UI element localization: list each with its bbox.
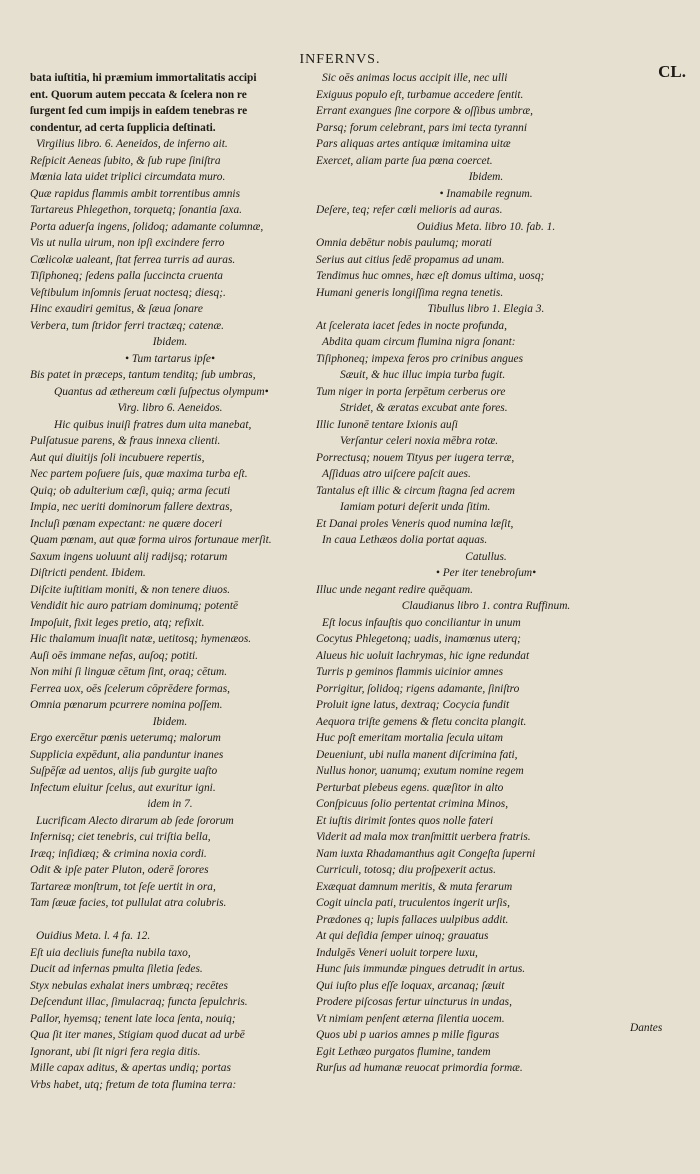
text-line: Odit & ipſe pater Pluton, oderē ſorores — [30, 864, 209, 876]
text-line: Auſi oēs immane nefas, auſoq; potiti. — [30, 649, 198, 662]
text-line: Mille capax aditus, & apertas undiq; portas — [30, 1062, 231, 1074]
text-line: Tiſiphoneq; impexa feros pro crinibus angues — [316, 352, 524, 365]
text-line: Diſcite iuſtitiam moniti, & non tenere diuos. — [30, 583, 231, 596]
text-line: Omnia pœnarum pcurrere nomina poſſem. — [30, 699, 223, 711]
text-line: Proluit igne latus, dextraq; Cocycia fundit — [316, 699, 510, 711]
text-line: Virgilius libro. 6. Aeneidos, de inferno ait. — [36, 138, 228, 150]
text-line: idem in 7. — [147, 798, 193, 810]
text-line: Supplicia expēdunt, alia panduntur inanes — [30, 748, 224, 761]
text-line: Hunc ſuis immundæ pingues detrudit in artus. — [316, 963, 526, 975]
text-line: Cocytus Phlegetonq; uadis, inamœnus uterq; — [316, 633, 521, 645]
text-line: Pallor, hyemsq; tenent late loca ſenta, nouiq; — [30, 1012, 236, 1025]
catchword: Dantes — [630, 1022, 663, 1034]
text-line: • Inamabile regnum. — [439, 187, 533, 200]
text-line: Verbera, tum ſtridor ferri tractæq; catenæ. — [30, 319, 224, 332]
text-line: Rurſus ad humanæ reuocat primordia formæ. — [316, 1062, 523, 1074]
text-line: Nec partem poſuere ſuis, quæ maxima turba eſt. — [30, 468, 248, 480]
text-line: Exercet, aliam parte ſua pœna coercet. — [316, 154, 493, 167]
text-line: Hic quibus inuiſi fratres dum uita manebat, — [54, 418, 252, 431]
text-line: Aequora triſte gemens & fletu concita plangit. — [316, 715, 527, 728]
text-line: Hic thalamum inuaſit natæ, uetitosq; hymenæos. — [30, 633, 252, 645]
text-line: Tiſiphoneq; ſedens palla ſuccincta cruenta — [30, 270, 223, 282]
text-line: Quiq; ob adulterium cæſi, quiq; arma ſecuti — [30, 484, 231, 497]
text-line: Qua ſit iter manes, Stigiam quod ducat ad urbē — [30, 1029, 245, 1041]
text-line: Quam pœnam, aut quæ forma uiros fortunaue merſit. — [30, 534, 272, 546]
text-line: At qui deſidia ſemper uinoq; grauatus — [316, 930, 489, 942]
text-line: Aut qui diuitijs ſoli incubuere repertis, — [30, 451, 205, 464]
text-line: Exiguus populo eſt, turbamue accedere ſentit. — [316, 88, 524, 101]
text-line: Curriculi, totosq; diu proſpexerit actus. — [316, 864, 496, 876]
text-line: Et iuſtis dirimit ſontes quos nolle fateri — [316, 814, 494, 827]
folio-number: CL. — [658, 62, 686, 81]
text-line: Eſt locus infauſtis quo conciliantur in unum — [322, 616, 521, 629]
text-line: Ferrea uox, oēs ſcelerum cōprēdere formas, — [30, 682, 231, 695]
text-line: Tartareæ monſtrum, tot ſeſe uertit in ora, — [30, 880, 216, 893]
text-line: Lucrificam Alecto dirarum ab ſede ſororum — [36, 814, 234, 827]
text-line: • Tum tartarus ipſe• — [125, 352, 215, 365]
text-line: Ouidius Meta. libro 10. fab. 1. — [416, 220, 556, 233]
text-line: Sæuit, & huc illuc impia turba fugit. — [340, 369, 506, 381]
text-line: Turris p geminos flammis uicinior amnes — [316, 666, 504, 678]
text-line: Iamiam poturi deſerit unda ſitim. — [340, 501, 491, 513]
text-line: Mœnia lata uidet triplici circumdata muro. — [30, 171, 226, 183]
text-line: ſurgent ſed cum impijs in eaſdem tenebras re — [30, 105, 248, 117]
text-line: Porrectusq; nouem Tityus per iugera terræ, — [316, 451, 515, 464]
text-line: Vis ut nulla uirum, non ipſi excindere ferro — [30, 237, 225, 249]
text-line: Exæquat damnum meritis, & muta ferarum — [316, 880, 513, 893]
text-line: Quæ rapidus flammis ambit torrentibus amnis — [30, 187, 241, 200]
text-line: At ſcelerata iacet ſedes in nocte profunda, — [316, 319, 507, 332]
text-line: Tantalus eſt illic & circum ſtagna ſed acrem — [316, 484, 516, 497]
text-line: Prædones q; lupis fallaces uulpibus addit. — [316, 913, 509, 926]
text-line: Qui iuſto plus eſſe loquax, arcanaq; ſæuit — [316, 979, 505, 992]
text-line: Conſpicuus ſolio pertentat crimina Minos, — [316, 798, 509, 810]
text-line: Catullus. — [465, 550, 507, 563]
text-line: Nullus honor, uanumq; exutum nomine regem — [316, 765, 524, 777]
running-head: INFERNVS. — [299, 52, 381, 67]
text-line: Vrbs habet, utq; fretum de tota flumina terra: — [30, 1078, 237, 1091]
text-line: Illuc unde negant redire quēquam. — [316, 583, 474, 596]
text-line: Ergo exercētur pœnis ueterumq; malorum — [30, 732, 221, 744]
text-line: Nam iuxta Rhadamanthus agit Congeſta ſuperni — [316, 847, 536, 860]
text-line: Perturbat plebeus egens. quæſitor in alto — [316, 781, 504, 794]
text-line: Cœlicolæ ualeant, ſtat ferrea turris ad auras. — [30, 253, 236, 266]
text-line: Iræq; inſidiæq; & crimina noxia cordi. — [30, 847, 207, 860]
right-column — [316, 70, 656, 1077]
text-line: Porta aduerſa ingens, ſolidoq; adamante columnæ, — [30, 220, 264, 233]
text-line: Deſcendunt illac, ſimulacraq; functa ſepulchris. — [30, 996, 248, 1008]
text-line: Deſere, teq; refer cœli melioris ad auras. — [316, 204, 503, 216]
text-line: Omnia debētur nobis paulumq; morati — [316, 237, 492, 249]
text-line — [30, 912, 310, 929]
text-line: Humani generis longiſſima regna tenetis. — [316, 286, 504, 299]
text-line: Porrigitur, ſolidoq; rigens adamante, ſiniſtro — [316, 682, 520, 695]
text-line: Huc poſt emeritam mortalia ſecula uitam — [316, 732, 503, 744]
text-line: Tum niger in porta ſerpētum cerberus ore — [316, 385, 506, 398]
text-line: Ouidius Meta. l. 4 fa. 12. — [36, 930, 151, 942]
text-line: Infernisq; ciet tenebris, cui triſtia bella, — [30, 831, 211, 843]
text-line: Styx nebulas exhalat iners umbræq; recētes — [30, 979, 228, 992]
text-line: Errant exangues ſine corpore & oſſibus umbræ, — [316, 105, 533, 117]
text-line: Illic Iunonē tentare Ixionis auſi — [316, 418, 458, 431]
text-line: Tartareus Phlegethon, torquetq; ſonantia ſaxa. — [30, 204, 242, 216]
text-line: Impia, nec ueriti dominorum fallere dextras, — [30, 501, 233, 513]
text-line: Parsq; forum celebrant, pars imi tecta tyranni — [316, 121, 528, 134]
text-line: Pars aliquas artes antiquæ imitamina uitæ — [316, 138, 511, 150]
text-line: In caua Lethæos dolia portat aquas. — [322, 534, 488, 546]
text-line: Ignorant, ubi ſit nigri fera regia ditis. — [30, 1045, 201, 1058]
text-line: Infectum eluitur ſcelus, aut exuritur igni. — [30, 781, 216, 794]
text-line: Non mihi ſi linguæ cētum ſint, oraq; cētum. — [30, 666, 228, 678]
text-line: Alueus hic uoluit lachrymas, hic igne redundat — [316, 649, 530, 662]
text-line: Serius aut citius ſedē propamus ad unam. — [316, 253, 505, 266]
text-line: Et Danai proles Veneris quod numina læſit, — [316, 517, 514, 530]
text-line: Tibullus libro 1. Elegia 3. — [427, 303, 545, 315]
text-line: Hinc exaudiri gemitus, & ſæua ſonare — [30, 303, 203, 315]
text-line: Tam ſæuæ facies, tot pullulat atra colubris. — [30, 897, 227, 909]
text-line: Virg. libro 6. Aeneidos. — [117, 402, 223, 414]
text-line: • Per iter tenebroſum• — [435, 567, 537, 579]
text-line: Ibidem. — [152, 715, 188, 728]
text-line: Impoſuit, fixit leges pretio, atq; refixit. — [30, 616, 205, 629]
text-line: Claudianus libro 1. contra Ruffinum. — [401, 600, 571, 612]
text-line: Incluſi pœnam expectant: ne quære doceri — [30, 517, 223, 530]
text-line: Ibidem. — [468, 171, 504, 183]
text-line: Deueniunt, ubi nulla manent diſcrimina fati, — [316, 748, 518, 761]
text-line: Eſt uia decliuis funeſta nubila taxo, — [30, 946, 191, 959]
text-line: Quantus ad æthereum cœli ſuſpectus olympum• — [54, 385, 269, 398]
text-line: Indulgēs Veneri uoluit torpere luxu, — [316, 946, 478, 959]
text-line: Verſantur celeri noxia mēbra rotæ. — [340, 435, 499, 447]
text-line: Egit Lethæo purgatos flumine, tandem — [316, 1045, 491, 1058]
text-line: Diſtricti pendent. Ibidem. — [30, 567, 146, 579]
text-line: Stridet, & æratas excubat ante fores. — [340, 402, 508, 414]
text-line: Veſtibulum inſomnis ſeruat noctesq; diesq;. — [30, 286, 226, 299]
text-line: Prodere piſcosas fertur uincturus in undas, — [316, 996, 512, 1008]
text-line: Quos ubi p uarios amnes p mille figuras — [316, 1029, 500, 1041]
text-line: Ducit ad infernas pmulta ſiletia ſedes. — [30, 963, 203, 975]
text-line: Bis patet in præceps, tantum tenditq; ſub umbras, — [30, 369, 256, 381]
text-line: Pulſatusue parens, & fraus innexa clienti. — [30, 435, 221, 447]
text-line: Saxum ingens uoluunt alij radijsq; rotarum — [30, 550, 228, 563]
text-line: Vt nimiam penſent æterna ſilentia uocem. — [316, 1012, 505, 1025]
text-line: Suſpēſæ ad uentos, alijs ſub gurgite uaſto — [30, 765, 218, 777]
text-line: Tendimus huc omnes, hæc eſt domus ultima, uosq; — [316, 270, 545, 282]
text-line: Aſſiduas atro uiſcere paſcit aues. — [322, 468, 471, 480]
text-line: Reſpicit Aeneas ſubito, & ſub rupe ſiniſtra — [30, 154, 221, 167]
text-line: Viderit ad mala mox tranſmittit uerbera fratris. — [316, 831, 531, 843]
text-line: ent. Quorum autem peccata & ſcelera non re — [30, 88, 247, 101]
text-line: Cogit uincla pati, truculentos ingerit urſis, — [316, 897, 510, 909]
text-line: Abdita quam circum flumina nigra ſonant: — [322, 336, 516, 348]
text-line: Vendidit hic auro patriam dominumq; potentē — [30, 600, 239, 612]
text-line: Sic oēs animas locus accipit ille, nec ulli — [322, 72, 508, 84]
text-line: bata iuſtitia, hi præmium immortalitatis accipi — [30, 72, 257, 84]
left-column — [30, 70, 310, 1093]
text-line: condentur, ad certa ſupplicia deſtinati. — [30, 121, 216, 134]
text-line: Ibidem. — [152, 336, 188, 348]
